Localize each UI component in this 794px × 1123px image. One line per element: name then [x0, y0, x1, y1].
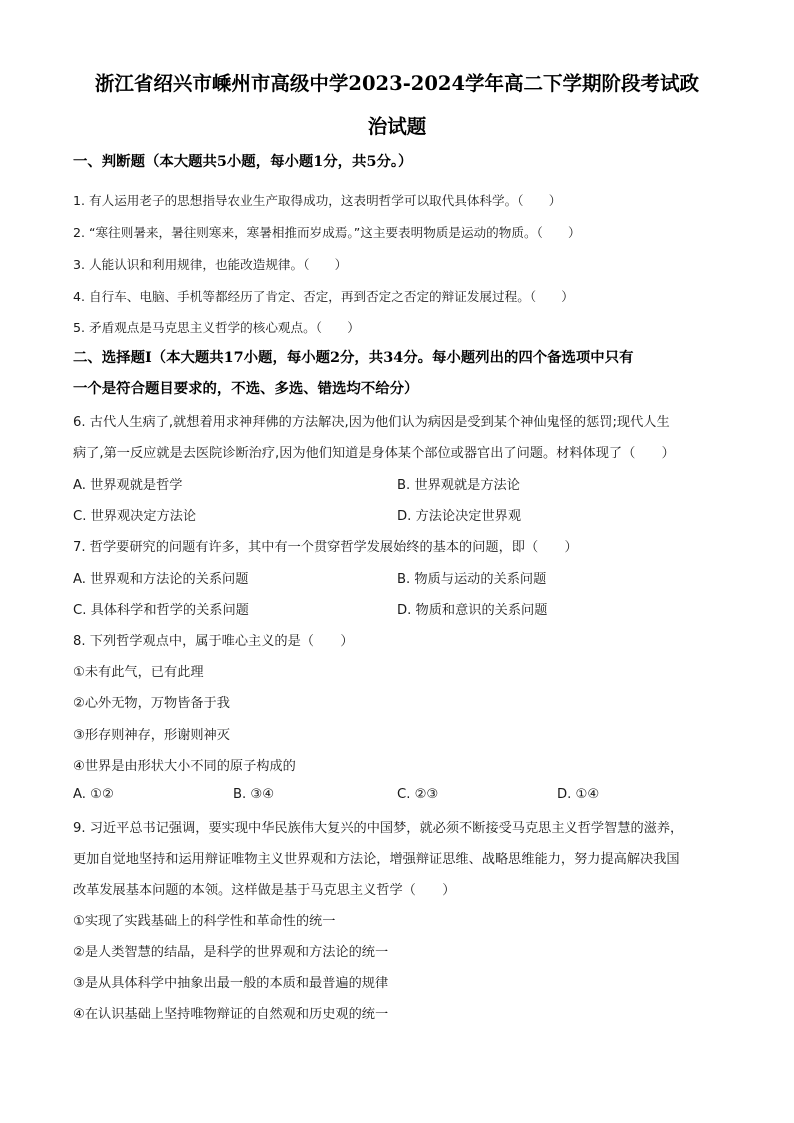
section2-heading-line2: 一个是符合题目要求的，不选、多选、错选均不给分） [73, 380, 419, 397]
q8-stem: 8. 下列哲学观点中，属于唯心主义的是（ ） [73, 634, 354, 649]
q8-statement-3: ③形存则神存，形谢则神灭 [73, 728, 230, 743]
q8-option-c: C. ②③ [397, 787, 439, 802]
q6-stem-line2: 病了,第一反应就是去医院诊断治疗,因为他们知道是身体某个部位或器官出了问题。材料体现了（ ） [73, 446, 675, 461]
q9-statement-3: ③是从具体科学中抽象出最一般的本质和最普遍的规律 [73, 976, 389, 991]
q9-stem-line1: 9. 习近平总书记强调，要实现中华民族伟大复兴的中国梦，就必须不断接受马克思主义哲学智慧的滋养， [73, 821, 684, 836]
q7-option-d: D. 物质和意识的关系问题 [397, 603, 548, 618]
judge-question-5: 5. 矛盾观点是马克思主义哲学的核心观点。（ ） [73, 320, 360, 335]
document-title-line1: 浙江省绍兴市嵊州市高级中学2023-2024学年高二下学期阶段考试政 [94, 72, 700, 95]
q7-option-b: B. 物质与运动的关系问题 [397, 572, 547, 587]
q8-option-d: D. ①④ [557, 787, 600, 802]
q7-option-c: C. 具体科学和哲学的关系问题 [73, 603, 249, 618]
q6-stem-line1: 6. 古代人生病了,就想着用求神拜佛的方法解决,因为他们认为病因是受到某个神仙鬼怪的惩罚;现代人生 [73, 415, 670, 430]
q7-option-a: A. 世界观和方法论的关系问题 [73, 572, 249, 587]
judge-question-3: 3. 人能认识和利用规律，也能改造规律。（ ） [73, 257, 348, 272]
section2-heading-line1: 二、选择题Ⅰ（本大题共17小题，每小题2分，共34分。每小题列出的四个备选项中只有 [73, 349, 634, 366]
q6-option-b: B. 世界观就是方法论 [397, 478, 520, 493]
q9-statement-2: ②是人类智慧的结晶，是科学的世界观和方法论的统一 [73, 945, 389, 960]
q8-statement-2: ②心外无物，万物皆备于我 [73, 696, 230, 711]
q6-option-c: C. 世界观决定方法论 [73, 509, 197, 524]
section1-heading: 一、判断题（本大题共5小题，每小题1分，共5分。） [73, 153, 413, 170]
q9-statement-4: ④在认识基础上坚持唯物辩证的自然观和历史观的统一 [73, 1007, 389, 1022]
q9-stem-line3: 改革发展基本问题的本领。这样做是基于马克思主义哲学（ ） [73, 883, 456, 898]
q8-statement-1: ①未有此气，已有此理 [73, 665, 204, 680]
q8-option-b: B. ③④ [233, 787, 275, 802]
judge-question-2: 2. “寒往则暑来，暑往则寒来，寒暑相推而岁成焉。”这主要表明物质是运动的物质。（ ） [73, 225, 581, 240]
q6-option-d: D. 方法论决定世界观 [397, 509, 522, 524]
q6-option-a: A. 世界观就是哲学 [73, 478, 183, 493]
document-title-line2: 治试题 [367, 115, 427, 138]
q8-option-a: A. ①② [73, 787, 114, 802]
judge-question-4: 4. 自行车、电脑、手机等都经历了肯定、否定，再到否定之否定的辩证发展过程。（ ） [73, 289, 574, 304]
q9-statement-1: ①实现了实践基础上的科学性和革命性的统一 [73, 914, 336, 929]
judge-question-1: 1. 有人运用老子的思想指导农业生产取得成功，这表明哲学可以取代具体科学。（ ） [73, 193, 562, 208]
q9-stem-line2: 更加自觉地坚持和运用辩证唯物主义世界观和方法论，增强辩证思维、战略思维能力，努力提高解决我国 [73, 852, 680, 867]
q7-stem: 7. 哲学要研究的问题有许多，其中有一个贯穿哲学发展始终的基本的问题，即（ ） [73, 540, 578, 555]
q8-statement-4: ④世界是由形状大小不同的原子构成的 [73, 759, 296, 774]
